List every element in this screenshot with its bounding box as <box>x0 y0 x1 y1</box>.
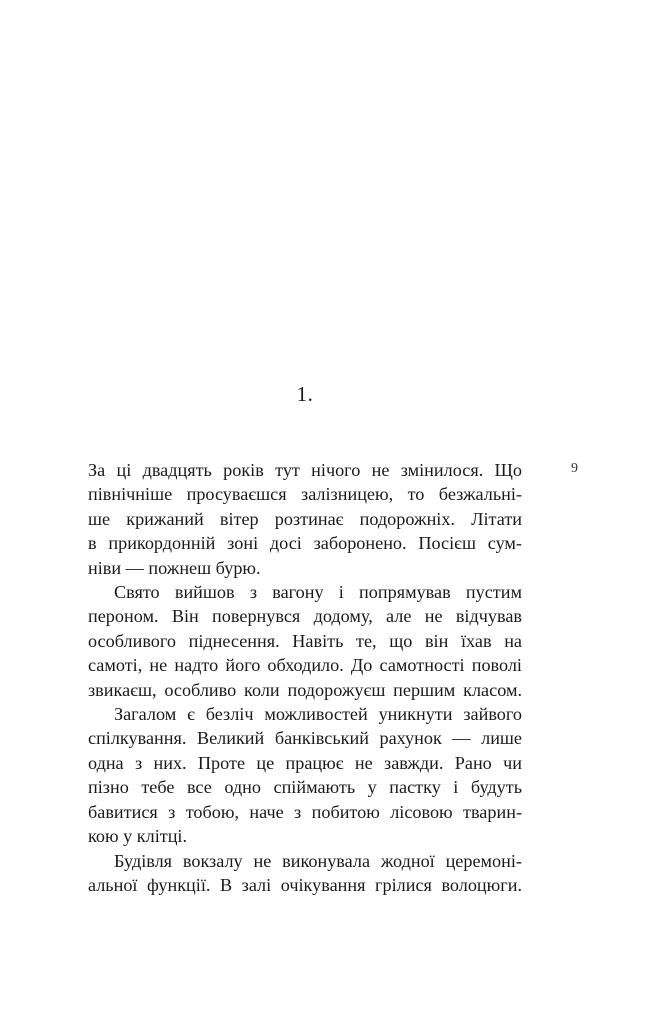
text-line: в прикордонній зоні досі заборонено. Посієш сум- <box>88 533 522 554</box>
text-line: кою у клітці. <box>88 826 188 847</box>
text-line: спілкування. Великий банківський рахунок — лише <box>88 728 522 749</box>
text-line: альної функції. В залі очікування грілися волоцюги. <box>88 874 522 895</box>
body-text <box>88 458 522 897</box>
text-line: самоті, не надто його обходило. До самотності поволі <box>88 655 522 676</box>
text-line: особливого піднесення. Навіть те, що він їхав на <box>88 630 522 651</box>
text-line: звикаєш, особливо коли подорожуєш першим класом. <box>88 679 522 700</box>
text-line: Будівля вокзалу не виконувала жодної церемоні- <box>114 850 522 871</box>
text-line: пізно тебе все одно спіймають у пастку і будуть <box>88 777 522 798</box>
chapter-number: 1. <box>296 382 314 406</box>
page-number: 9 <box>571 461 578 476</box>
text-line: Свято вийшов з вагону і попрямував пустим <box>114 582 522 603</box>
text-line: За ці двадцять років тут нічого не змінилося. Що <box>88 460 522 480</box>
text-line: пероном. Він повернувся додому, але не відчував <box>88 606 522 627</box>
text-line: північніше просуваєшся залізницею, то безжальні- <box>88 484 522 505</box>
text-line: одна з них. Проте це працює не завжди. Рано чи <box>88 752 522 773</box>
text-line: бавитися з тобою, наче з побитою лісовою тварин- <box>88 801 522 822</box>
text-line: Загалом є безліч можливостей уникнути зайвого <box>114 704 522 725</box>
text-line: ніви — пожнеш бурю. <box>88 557 261 578</box>
text-line: ше крижаний вітер розтинає подорожніх. Літати <box>88 508 522 529</box>
